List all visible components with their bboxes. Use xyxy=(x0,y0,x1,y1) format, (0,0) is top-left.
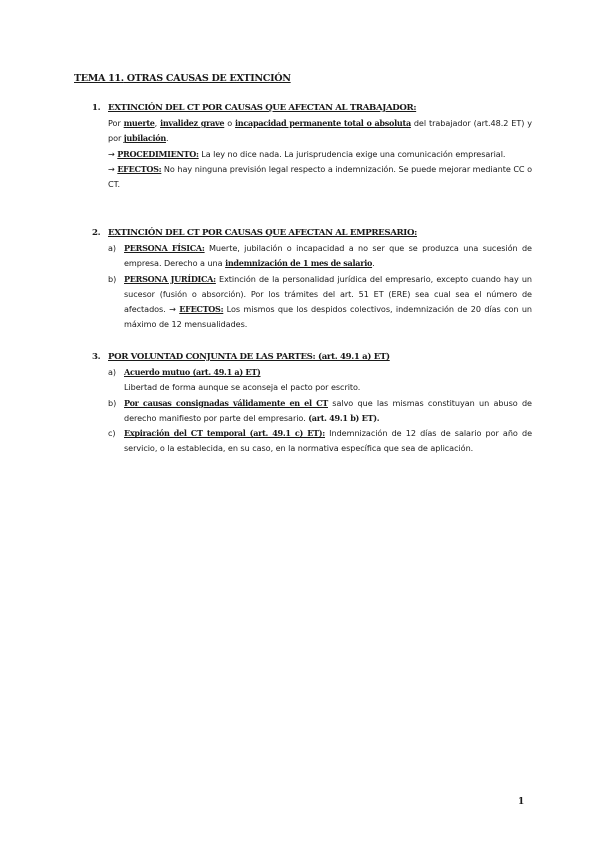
section-1-paragraph-causes xyxy=(92,116,532,147)
text: . xyxy=(372,258,375,269)
section-1-heading xyxy=(92,100,532,116)
text: Muerte, jubilación o incapacidad a no ser que se produzca una sucesión de empresa. Derecho a una xyxy=(124,243,532,269)
text: Extinción de la personalidad jurídica del empresario, excepto cuando hay un sucesor (fusión o absorción). Por los trámites del art. 51 ET (ERE) sea cual sea el número de afectados. → xyxy=(124,273,533,315)
list-item xyxy=(92,272,532,333)
list-item xyxy=(92,396,532,427)
text: o xyxy=(224,118,236,128)
text: Por xyxy=(108,118,124,128)
text-bold: (art. 49.1 b) ET). xyxy=(308,412,380,423)
text: salvo que las mismas constituyan un abuso de derecho manifiesto por parte del empresario. xyxy=(124,397,532,423)
list-label: a) xyxy=(108,243,117,253)
section-1-paragraph-effects xyxy=(92,162,532,193)
arrow-icon: → xyxy=(108,148,118,159)
text: Indemnización de 12 días de salario por año de servicio, o la establecida, en su caso, en la normativa específica que sea de aplicación. xyxy=(124,428,532,454)
section-2-heading xyxy=(92,225,532,241)
list-item-title: PERSONA FÍSICA: xyxy=(124,243,205,253)
text: La ley no dice nada. La jurisprudencia exige una comunicación empresarial. xyxy=(198,148,506,159)
list-item-title: PERSONA JURÍDICA: xyxy=(124,273,216,284)
text-bold: incapacidad permanente total o absoluta xyxy=(235,118,411,128)
section-heading-text: EXTINCIÓN DEL CT POR CAUSAS QUE AFECTAN AL EMPRESARIO: xyxy=(108,228,417,238)
section-heading-text: EXTINCIÓN DEL CT POR CAUSAS QUE AFECTAN AL TRABAJADOR: xyxy=(108,103,417,113)
text-bold: EFECTOS: xyxy=(179,304,224,315)
list-item-title: Acuerdo mutuo (art. 49.1 a) ET) xyxy=(124,367,261,377)
section-2 xyxy=(92,225,532,333)
list-label: b) xyxy=(108,397,117,408)
section-1 xyxy=(92,100,532,192)
text: No hay ninguna previsión legal respecto a indemnización. Se puede mejorar mediante CC o CT. xyxy=(108,163,532,190)
section-number: 3. xyxy=(92,352,101,362)
list-label: a) xyxy=(108,367,117,377)
text-bold: muerte xyxy=(123,118,155,128)
list-item xyxy=(92,365,532,396)
page-number: 1 xyxy=(518,797,525,807)
text: , xyxy=(154,118,161,128)
section-3-heading xyxy=(92,349,532,365)
section-number: 1. xyxy=(92,103,101,113)
text-bold: indemnización de 1 mes de salario xyxy=(225,258,373,269)
text-bold: invalidez grave xyxy=(160,118,225,128)
label-bold: EFECTOS: xyxy=(117,163,162,174)
section-3 xyxy=(92,349,532,457)
title-prefix: TEMA 11. xyxy=(74,73,124,84)
list-item xyxy=(92,426,532,457)
list-item xyxy=(92,241,532,272)
list-item-title: Expiración del CT temporal (art. 49.1 c) ET): xyxy=(124,428,326,439)
page-title xyxy=(74,73,291,84)
text: Los mismos que los despidos colectivos, indemnización de 20 días con un máximo de 12 mensualidades. xyxy=(124,304,532,330)
label-bold: PROCEDIMIENTO: xyxy=(117,148,199,159)
title-text: OTRAS CAUSAS DE EXTINCIÓN xyxy=(123,73,291,84)
list-item-title: Por causas consignadas válidamente en el CT xyxy=(124,397,328,408)
section-heading-text: POR VOLUNTAD CONJUNTA DE LAS PARTES: (art. 49.1 a) ET) xyxy=(108,352,390,362)
list-label: b) xyxy=(108,273,117,284)
text: . xyxy=(165,133,169,144)
text: Libertad de forma aunque se aconseja el pacto por escrito. xyxy=(124,382,361,393)
list-label: c) xyxy=(108,428,116,439)
text-bold: jubilación xyxy=(123,133,166,144)
arrow-icon: → xyxy=(108,163,118,174)
section-number: 2. xyxy=(92,228,101,238)
section-1-paragraph-procedure xyxy=(92,147,532,162)
text: del trabajador (art.48.2 ET) y por xyxy=(108,118,532,144)
